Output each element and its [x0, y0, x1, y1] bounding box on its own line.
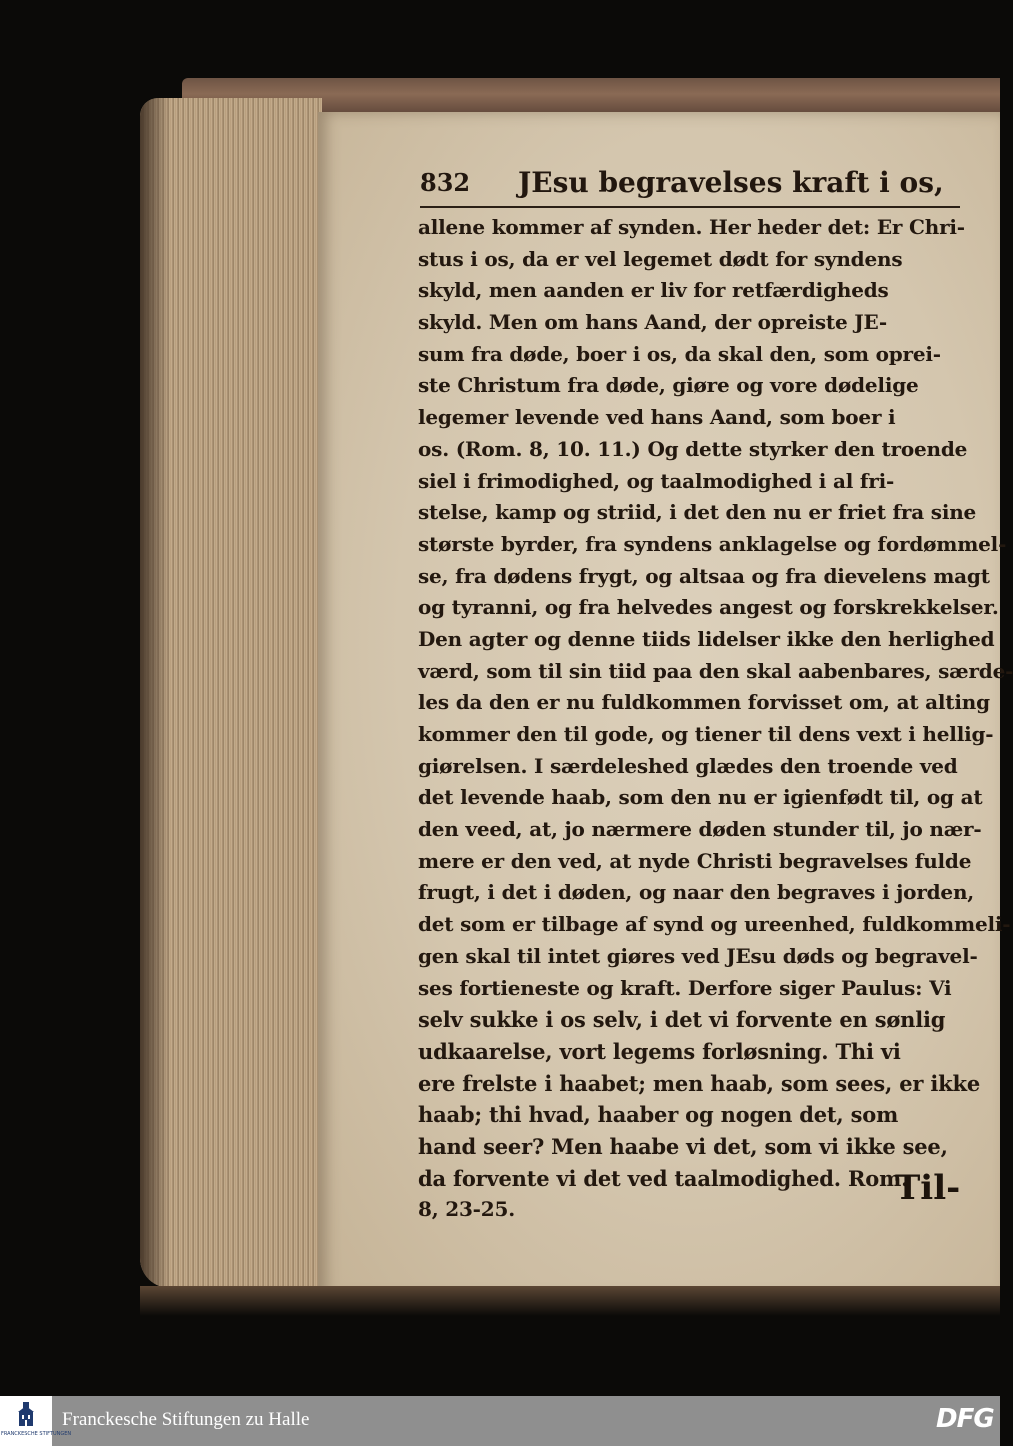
text-line: det levende haab, som den nu er igienfødt til, og at: [418, 785, 983, 810]
text-line: les da den er nu fuldkommen forvisset om, at alting: [418, 690, 990, 715]
text-line: den veed, at, jo nærmere døden stunder til, jo nær-: [418, 817, 982, 842]
logo-text: FRANCKESCHE STIFTUNGEN: [1, 1431, 72, 1437]
text-line: da forvente vi det ved taalmodighed. Rom.: [418, 1165, 909, 1191]
text-line: stus i os, da er vel legemet dødt for syndens: [418, 246, 903, 271]
institution-logo[interactable]: [0, 1396, 72, 1446]
text-line: Den agter og denne tiids lidelser ikke den herlighed: [418, 626, 995, 651]
text-line: største byrder, fra syndens anklagelse og fordømmel-: [418, 531, 1007, 556]
dfg-logo[interactable]: DFG: [936, 1404, 994, 1434]
text-line: allene kommer af synden. Her heder det: Er Chri-: [418, 215, 965, 239]
text-line: sum fra døde, boer i os, da skal den, som oprei-: [418, 341, 941, 366]
body-text: [418, 212, 1013, 1226]
footer-bar: [0, 1396, 1000, 1446]
text-line: os. (Rom. 8, 10. 11.) Og dette styrker den troende: [418, 436, 968, 461]
page-header: [420, 166, 960, 208]
institution-name[interactable]: Franckesche Stiftungen zu Halle: [62, 1409, 310, 1430]
text-line: værd, som til sin tiid paa den skal aabenbares, særde-: [418, 658, 1013, 683]
text-line: ste Christum fra døde, giøre og vore dødelige: [418, 373, 919, 398]
text-line: det som er tilbage af synd og ureenhed, fuldkommeli-: [418, 912, 1011, 937]
text-line: giørelsen. I særdeleshed glædes den troende ved: [418, 753, 958, 778]
text-line: udkaarelse, vort legems forløsning. Thi vi: [418, 1038, 901, 1064]
text-line: legemer levende ved hans Aand, som boer i: [418, 405, 896, 430]
text-line: 8, 23-25.: [418, 1197, 515, 1222]
text-line: skyld, men aanden er liv for retfærdigheds: [418, 278, 889, 303]
text-line: skyld. Men om hans Aand, der opreiste JE-: [418, 310, 888, 335]
text-line: haab; thi hvad, haaber og nogen det, som: [418, 1102, 899, 1128]
catchword: Til-: [895, 1168, 961, 1208]
text-line: og tyranni, og fra helvedes angest og forskrekkelser.: [418, 595, 999, 620]
text-line: ses fortieneste og kraft. Derfore siger Paulus: Vi: [418, 975, 952, 1000]
text-line: ere frelste i haabet; men haab, som sees, er ikke: [418, 1070, 980, 1096]
text-line: frugt, i det i døden, og naar den begraves i jorden,: [418, 880, 975, 905]
text-line: se, fra dødens frygt, og altsaa og fra dievelens magt: [418, 563, 990, 588]
text-line: gen skal til intet giøres ved JEsu døds og begravel-: [418, 943, 978, 968]
text-line: selv sukke i os selv, i det vi forvente en sønlig: [418, 1007, 946, 1033]
page-shadow: [140, 1286, 1000, 1316]
building-icon: [14, 1400, 38, 1430]
text-line: hand seer? Men haabe vi det, som vi ikke see,: [418, 1133, 948, 1159]
page-edges: [140, 98, 322, 1288]
running-head: JEsu begravelses kraft i os,: [518, 166, 944, 199]
text-line: mere er den ved, at nyde Christi begravelses fulde: [418, 848, 972, 873]
text-line: stelse, kamp og striid, i det den nu er friet fra sine: [418, 500, 977, 525]
page-number: 832: [420, 168, 471, 197]
text-line: siel i frimodighed, og taalmodighed i al fri-: [418, 468, 895, 493]
text-line: kommer den til gode, og tiener til dens vext i hellig-: [418, 722, 994, 746]
